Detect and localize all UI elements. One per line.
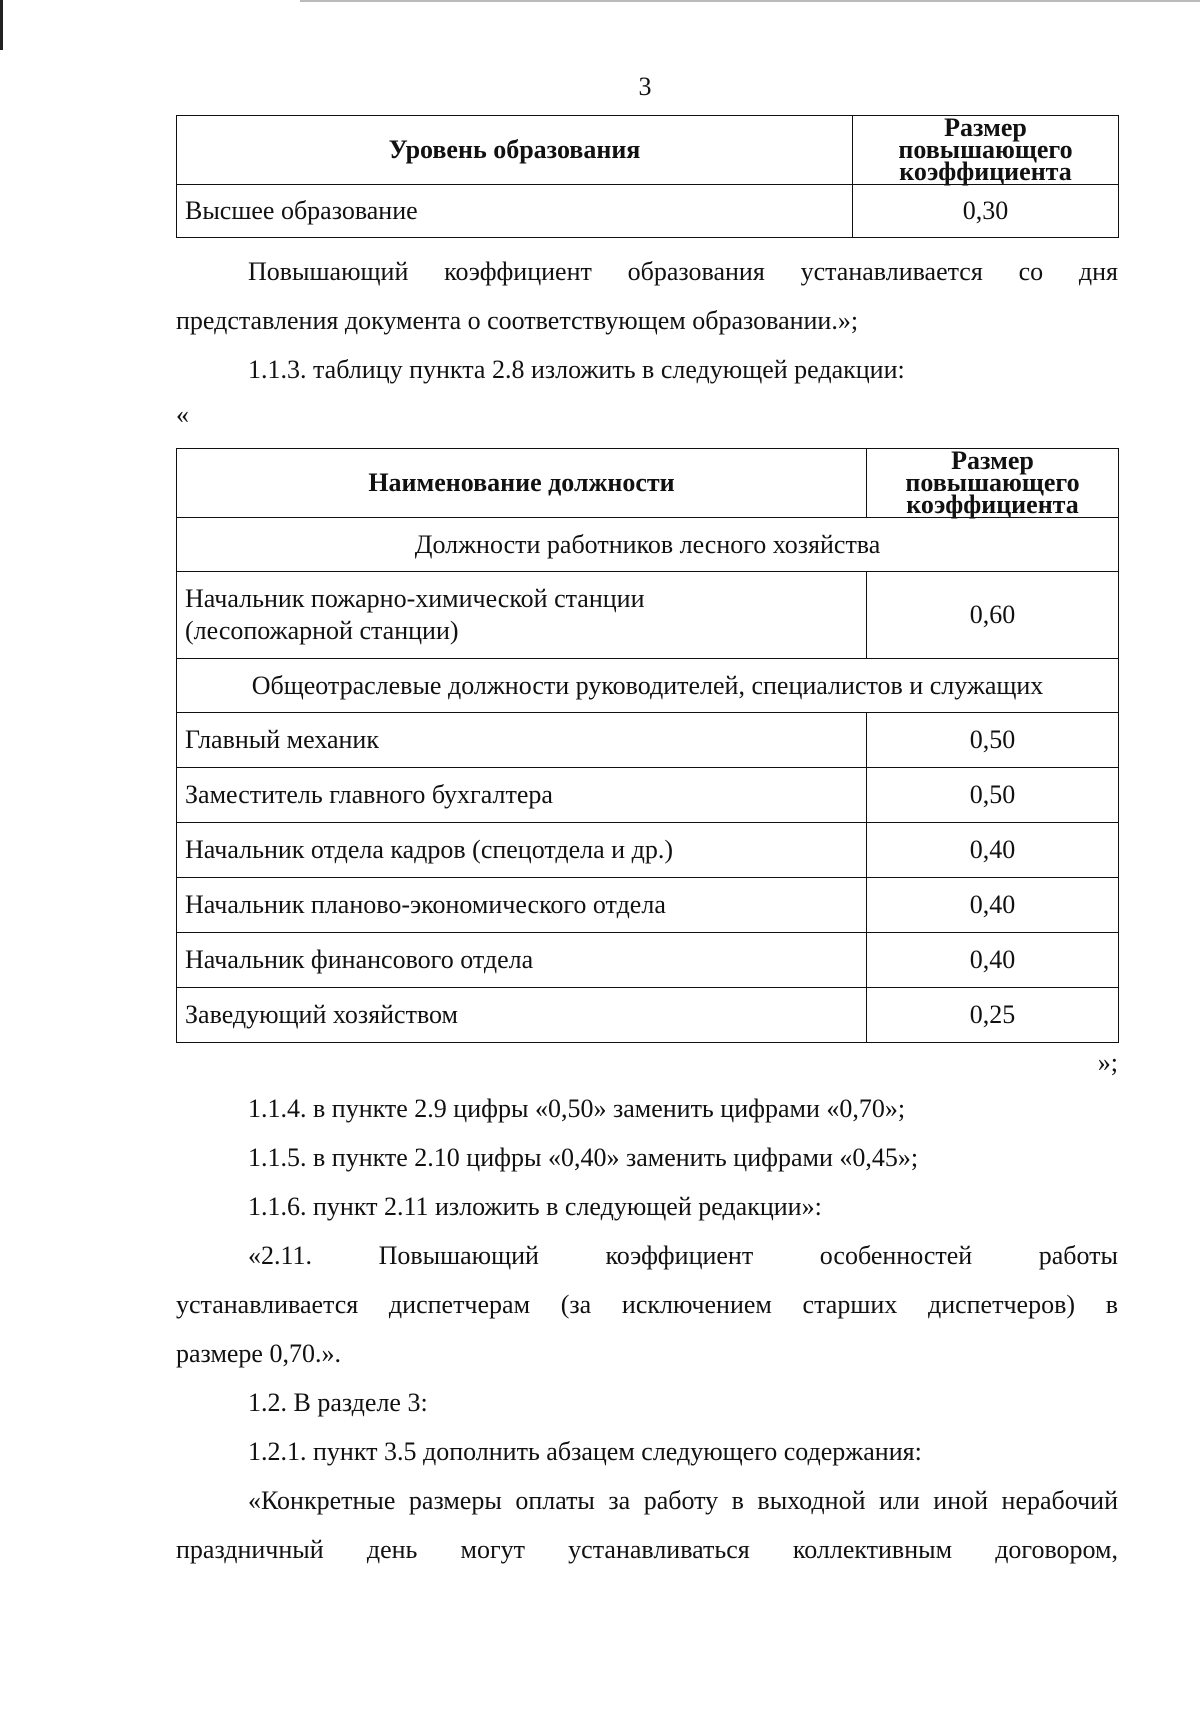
column-header-coefficient: Размер повышающего коэффициента xyxy=(867,449,1119,518)
cell-education-level: Высшее образование xyxy=(177,185,853,238)
column-header-education-level: Уровень образования xyxy=(177,116,853,185)
cell-position: Заведующий хозяйством xyxy=(177,988,867,1043)
table-row xyxy=(177,768,1119,823)
table-row xyxy=(177,933,1119,988)
cell-coefficient: 0,25 xyxy=(867,988,1119,1043)
section-title: Общеотраслевые должности руководителей, специалистов и служащих xyxy=(177,659,1119,713)
table-section-row xyxy=(177,659,1119,713)
cell-position: Начальник отдела кадров (спецотдела и др.) xyxy=(177,823,867,878)
paragraph-item: 1.1.6. пункт 2.11 изложить в следующей редакции»: xyxy=(248,1192,822,1221)
cell-coefficient: 0,30 xyxy=(853,185,1119,238)
paragraph-line: «Конкретные размеры оплаты за работу в выходной или иной нерабочий xyxy=(248,1486,1118,1515)
closing-quote: »; xyxy=(1097,1048,1118,1077)
page-number: 3 xyxy=(638,72,652,101)
paragraph-item: 1.1.3. таблицу пункта 2.8 изложить в следующей редакции: xyxy=(248,355,905,384)
table-row xyxy=(177,823,1119,878)
cell-position xyxy=(177,572,867,659)
paragraph-line: размере 0,70.». xyxy=(176,1339,341,1368)
cell-position: Заместитель главного бухгалтера xyxy=(177,768,867,823)
paragraph-item: 1.2.1. пункт 3.5 дополнить абзацем следующего содержания: xyxy=(248,1437,922,1466)
cell-coefficient: 0,50 xyxy=(867,768,1119,823)
paragraph-item: 1.2. В разделе 3: xyxy=(248,1388,428,1417)
paragraph-line: «2.11. Повышающий коэффициент особенностей работы xyxy=(248,1241,1118,1270)
table-row xyxy=(177,713,1119,768)
table-row xyxy=(177,185,1119,238)
column-header-position: Наименование должности xyxy=(177,449,867,518)
cell-coefficient: 0,40 xyxy=(867,878,1119,933)
cell-coefficient: 0,60 xyxy=(867,572,1119,659)
table-section-row xyxy=(177,518,1119,572)
scan-edge xyxy=(0,0,3,50)
cell-coefficient: 0,40 xyxy=(867,933,1119,988)
scan-edge-top xyxy=(300,0,1200,2)
position-line: (лесопожарной станции) xyxy=(185,616,459,645)
cell-coefficient: 0,40 xyxy=(867,823,1119,878)
table-row xyxy=(177,988,1119,1043)
paragraph-item: 1.1.5. в пункте 2.10 цифры «0,40» заменить цифрами «0,45»; xyxy=(248,1143,919,1172)
table-row xyxy=(177,878,1119,933)
cell-position: Начальник планово-экономического отдела xyxy=(177,878,867,933)
education-coefficient-table xyxy=(176,115,1119,238)
paragraph-item: 1.1.4. в пункте 2.9 цифры «0,50» заменить цифрами «0,70»; xyxy=(248,1094,906,1123)
paragraph-line: Повышающий коэффициент образования устанавливается со дня xyxy=(248,257,1118,286)
table-row xyxy=(177,572,1119,659)
section-title: Должности работников лесного хозяйства xyxy=(177,518,1119,572)
cell-position: Главный механик xyxy=(177,713,867,768)
paragraph-line: праздничный день могут устанавливаться коллективным договором, xyxy=(176,1535,1118,1564)
table-header-row xyxy=(177,116,1119,185)
paragraph-line: устанавливается диспетчерам (за исключением старших диспетчеров) в xyxy=(176,1290,1118,1319)
position-coefficient-table xyxy=(176,448,1119,1043)
cell-coefficient: 0,50 xyxy=(867,713,1119,768)
column-header-coefficient: Размер повышающего коэффициента xyxy=(853,116,1119,185)
opening-quote: « xyxy=(176,400,189,429)
table-header-row xyxy=(177,449,1119,518)
position-line: Начальник пожарно-химической станции xyxy=(185,584,645,613)
cell-position: Начальник финансового отдела xyxy=(177,933,867,988)
paragraph-line: представления документа о соответствующем образовании.»; xyxy=(176,306,859,335)
